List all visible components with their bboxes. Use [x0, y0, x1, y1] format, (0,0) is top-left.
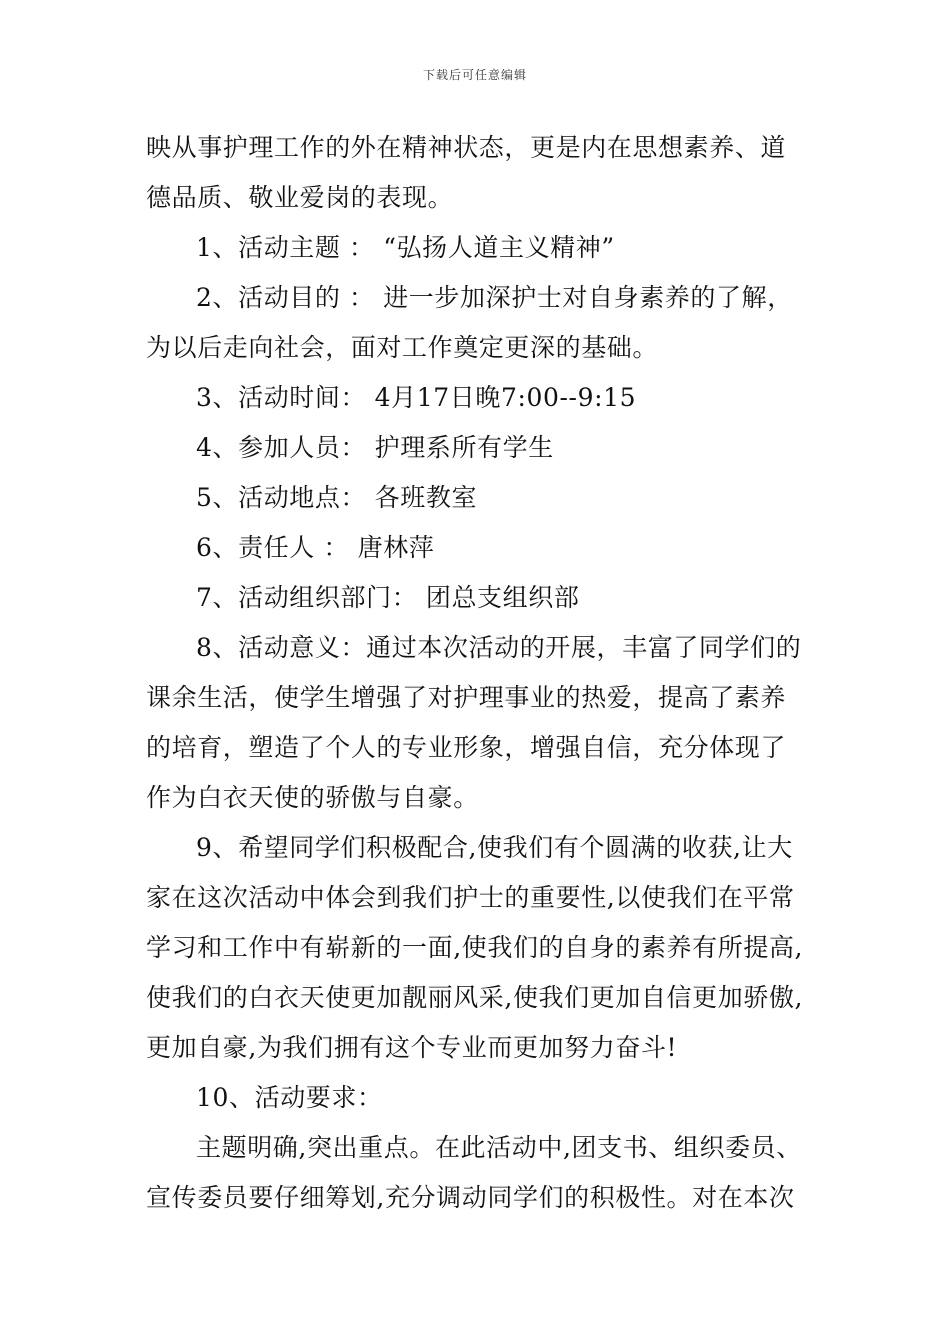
text-line: 为以后走向社会，面对工作奠定更深的基础。 [146, 333, 659, 362]
text-line: 宣传委员要仔细筹划,充分调动同学们的积极性。对在本次 [146, 1183, 795, 1212]
text-line: 德品质、敬业爱岗的表现。 [146, 183, 454, 212]
text-line: 更加自豪,为我们拥有这个专业而更加努力奋斗! [146, 1033, 678, 1062]
activity-significance-line: 8、活动意义：通过本次活动的开展，丰富了同学们的 [196, 633, 802, 662]
text-line: 使我们的白衣天使更加靓丽风采,使我们更加自信更加骄傲, [146, 983, 804, 1012]
hope-line: 9、希望同学们积极配合,使我们有个圆满的收获,让大 [196, 833, 793, 862]
text-line: 课余生活，使学生增强了对护理事业的热爱，提高了素养 [146, 683, 787, 712]
activity-purpose-line: 2、活动目的 ： 进一步加深护士对自身素养的了解， [196, 283, 793, 312]
text-line: 的培育，塑造了个人的专业形象，增强自信，充分体现了 [146, 733, 787, 762]
text-line: 映从事护理工作的外在精神状态，更是内在思想素养、道 [146, 133, 787, 162]
page-header-note: 下载后可任意编辑 [422, 68, 527, 82]
responsible-person-line: 6、责任人 ： 唐林萍 [196, 533, 435, 562]
text-line: 主题明确,突出重点。在此活动中,团支书、组织委员、 [196, 1133, 802, 1162]
activity-location-line: 5、活动地点： 各班教室 [196, 483, 478, 512]
text-line: 作为白衣天使的骄傲与自豪。 [146, 783, 479, 812]
text-line: 家在这次活动中体会到我们护士的重要性,以使我们在平常 [146, 883, 795, 912]
activity-requirements-heading: 10、活动要求： [196, 1083, 383, 1112]
text-line: 学习和工作中有崭新的一面,使我们的自身的素养有所提高, [146, 933, 804, 962]
activity-theme-line: 1、活动主题 ： “弘扬人道主义精神” [196, 233, 615, 262]
participants-line: 4、参加人员： 护理系所有学生 [196, 433, 554, 462]
activity-time-line: 3、活动时间： 4月17日晚7:00--9:15 [196, 383, 637, 412]
organizing-department-line: 7、活动组织部门： 团总支组织部 [196, 583, 580, 612]
